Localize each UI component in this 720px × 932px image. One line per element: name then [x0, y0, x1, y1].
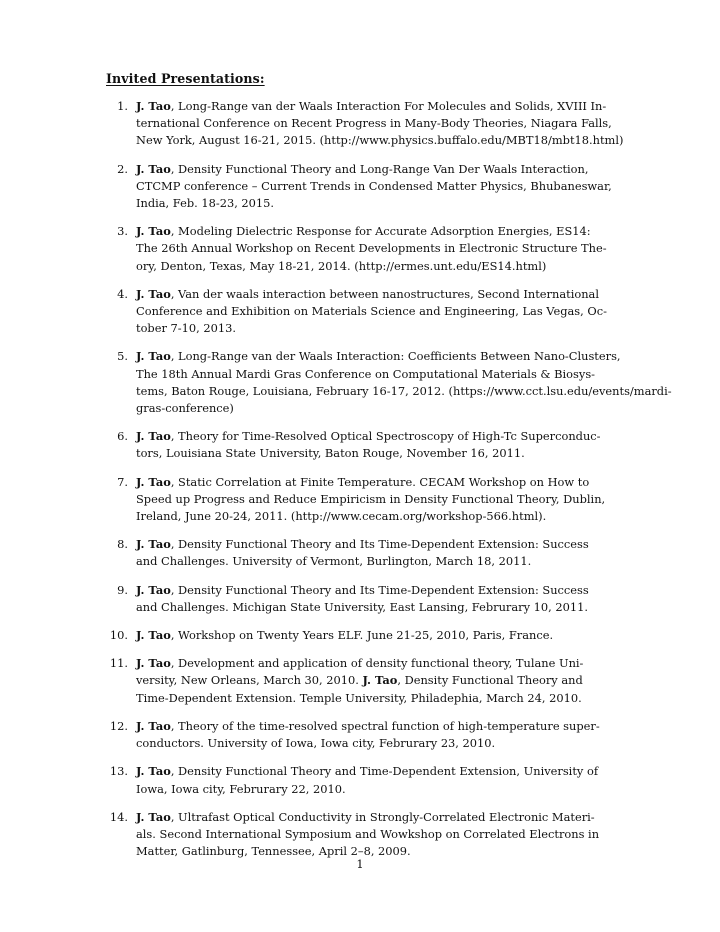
item-text: versity, New Orleans, March 30, 2010.: [136, 673, 359, 688]
item-text: tors, Louisiana State University, Baton Rouge, November 16, 2011.: [136, 446, 525, 461]
item-text: , Workshop on Twenty Years ELF. June 21-25, 2010, Paris, France.: [170, 628, 554, 643]
item-text: Matter, Gatlinburg, Tennessee, April 2–8, 2009.: [136, 844, 411, 859]
item-text: , Density Functional Theory and Its Time-Dependent Extension: Success: [170, 582, 589, 597]
item-number: 3.: [117, 224, 128, 239]
item-number: 10.: [109, 628, 128, 643]
author-name: J. Tao: [136, 429, 171, 444]
author-name: J. Tao: [136, 99, 171, 113]
item-text: CTCMP conference – Current Trends in Condensed Matter Physics, Bhubaneswar,: [136, 178, 612, 193]
item-text: , Density Functional Theory and Its Time-Dependent Extension: Success: [170, 537, 589, 552]
author-name: J. Tao: [136, 537, 171, 552]
author-name: J. Tao: [136, 656, 171, 671]
author-name: J. Tao: [136, 582, 171, 597]
item-text: , Density Functional Theory and Time-Dependent Extension, University of: [170, 764, 599, 779]
item-text: , Van der waals interaction between nanostructures, Second International: [170, 286, 599, 301]
author-name: J. Tao: [136, 349, 171, 364]
item-number: 4.: [117, 286, 128, 301]
section-heading: Invited Presentations:: [106, 71, 265, 86]
item-number: 8.: [117, 537, 128, 552]
item-text: , Long-Range van der Waals Interaction: Coefficients Between Nano-Clusters,: [170, 349, 621, 364]
list-item: [104, 286, 624, 338]
presentations-list: [104, 98, 672, 871]
item-text: gras-conference): [136, 401, 234, 416]
item-number: 13.: [109, 764, 128, 779]
item-text: , Density Functional Theory and: [397, 673, 583, 688]
item-number: 2.: [117, 161, 128, 176]
author-name: J. Tao: [136, 161, 171, 176]
author-name: J. Tao: [136, 764, 171, 779]
item-text: and Challenges. Michigan State University, East Lansing, Februrary 10, 2011.: [136, 599, 588, 614]
author-name: J. Tao: [136, 474, 171, 489]
item-number: 9.: [117, 582, 128, 597]
item-text: Iowa, Iowa city, Februrary 22, 2010.: [136, 781, 346, 796]
list-item: [104, 582, 624, 616]
item-text: tems, Baton Rouge, Louisiana, February 16-17, 2012. (https://www.cct.lsu.edu/events/mardi-: [136, 383, 672, 398]
author-name: J. Tao: [136, 628, 171, 643]
item-text: and Challenges. University of Vermont, Burlington, March 18, 2011.: [136, 554, 532, 569]
item-text: , Development and application of density functional theory, Tulane Uni-: [170, 656, 584, 671]
author-name: J. Tao: [362, 673, 398, 688]
item-text: als. Second International Symposium and Wowkshop on Correlated Electrons in: [136, 826, 600, 841]
item-text: , Theory for Time-Resolved Optical Spectroscopy of High-Tc Superconduc-: [170, 429, 601, 444]
item-number: 5.: [117, 349, 128, 364]
item-text: , Static Correlation at Finite Temperature. CECAM Workshop on How to: [170, 474, 590, 489]
item-text: Conference and Exhibition on Materials Science and Engineering, Las Vegas, Oc-: [136, 304, 607, 319]
item-text: Time-Dependent Extension. Temple University, Philadephia, March 24, 2010.: [136, 690, 582, 705]
list-item: [104, 655, 624, 707]
list-item: [104, 428, 624, 462]
author-name: J. Tao: [136, 224, 171, 239]
list-item: [104, 718, 624, 752]
list-item: [104, 98, 624, 150]
item-text: , Ultrafast Optical Conductivity in Strongly-Correlated Electronic Materi-: [170, 809, 595, 824]
item-number: 1.: [117, 99, 128, 113]
page-number: 1: [356, 857, 364, 871]
author-name: J. Tao: [136, 809, 171, 824]
item-text: , Modeling Dielectric Response for Accurate Adsorption Energies, ES14:: [170, 224, 591, 239]
list-item: [104, 536, 624, 570]
item-text: The 18th Annual Mardi Gras Conference on Computational Materials & Biosys-: [136, 366, 596, 381]
author-name: J. Tao: [136, 718, 171, 733]
item-text: India, Feb. 18-23, 2015.: [136, 196, 275, 211]
list-item: [104, 161, 624, 213]
list-item: [104, 627, 624, 644]
item-text: tober 7-10, 2013.: [136, 321, 236, 336]
item-text: Speed up Progress and Reduce Empiricism in Density Functional Theory, Dublin,: [136, 491, 606, 506]
item-text: , Theory of the time-resolved spectral function of high-temperature super-: [170, 718, 600, 733]
author-name: J. Tao: [136, 286, 171, 301]
item-text: ternational Conference on Recent Progress in Many-Body Theories, Niagara Falls,: [136, 116, 612, 131]
item-number: 6.: [117, 429, 128, 444]
list-item: [104, 474, 624, 526]
item-number: 14.: [109, 809, 128, 824]
list-item: [104, 763, 624, 797]
item-text: , Density Functional Theory and Long-Range Van Der Waals Interaction,: [170, 161, 589, 176]
item-text: Ireland, June 20-24, 2011. (http://www.cecam.org/workshop-566.html).: [136, 509, 547, 524]
item-text: New York, August 16-21, 2015. (http://www.physics.buffalo.edu/MBT18/mbt18.html): [136, 133, 624, 148]
item-text: conductors. University of Iowa, Iowa city, Februrary 23, 2010.: [136, 736, 496, 751]
item-text: , Long-Range van der Waals Interaction For Molecules and Solids, XVIII In-: [170, 99, 607, 113]
item-number: 12.: [109, 718, 128, 733]
item-text: ory, Denton, Texas, May 18-21, 2014. (http://ermes.unt.edu/ES14.html): [136, 258, 547, 273]
item-number: 7.: [117, 474, 128, 489]
list-item: [104, 223, 624, 275]
list-item: [104, 809, 624, 861]
item-text: The 26th Annual Workshop on Recent Developments in Electronic Structure The-: [136, 241, 607, 256]
list-item: [104, 348, 672, 417]
item-number: 11.: [109, 656, 128, 671]
